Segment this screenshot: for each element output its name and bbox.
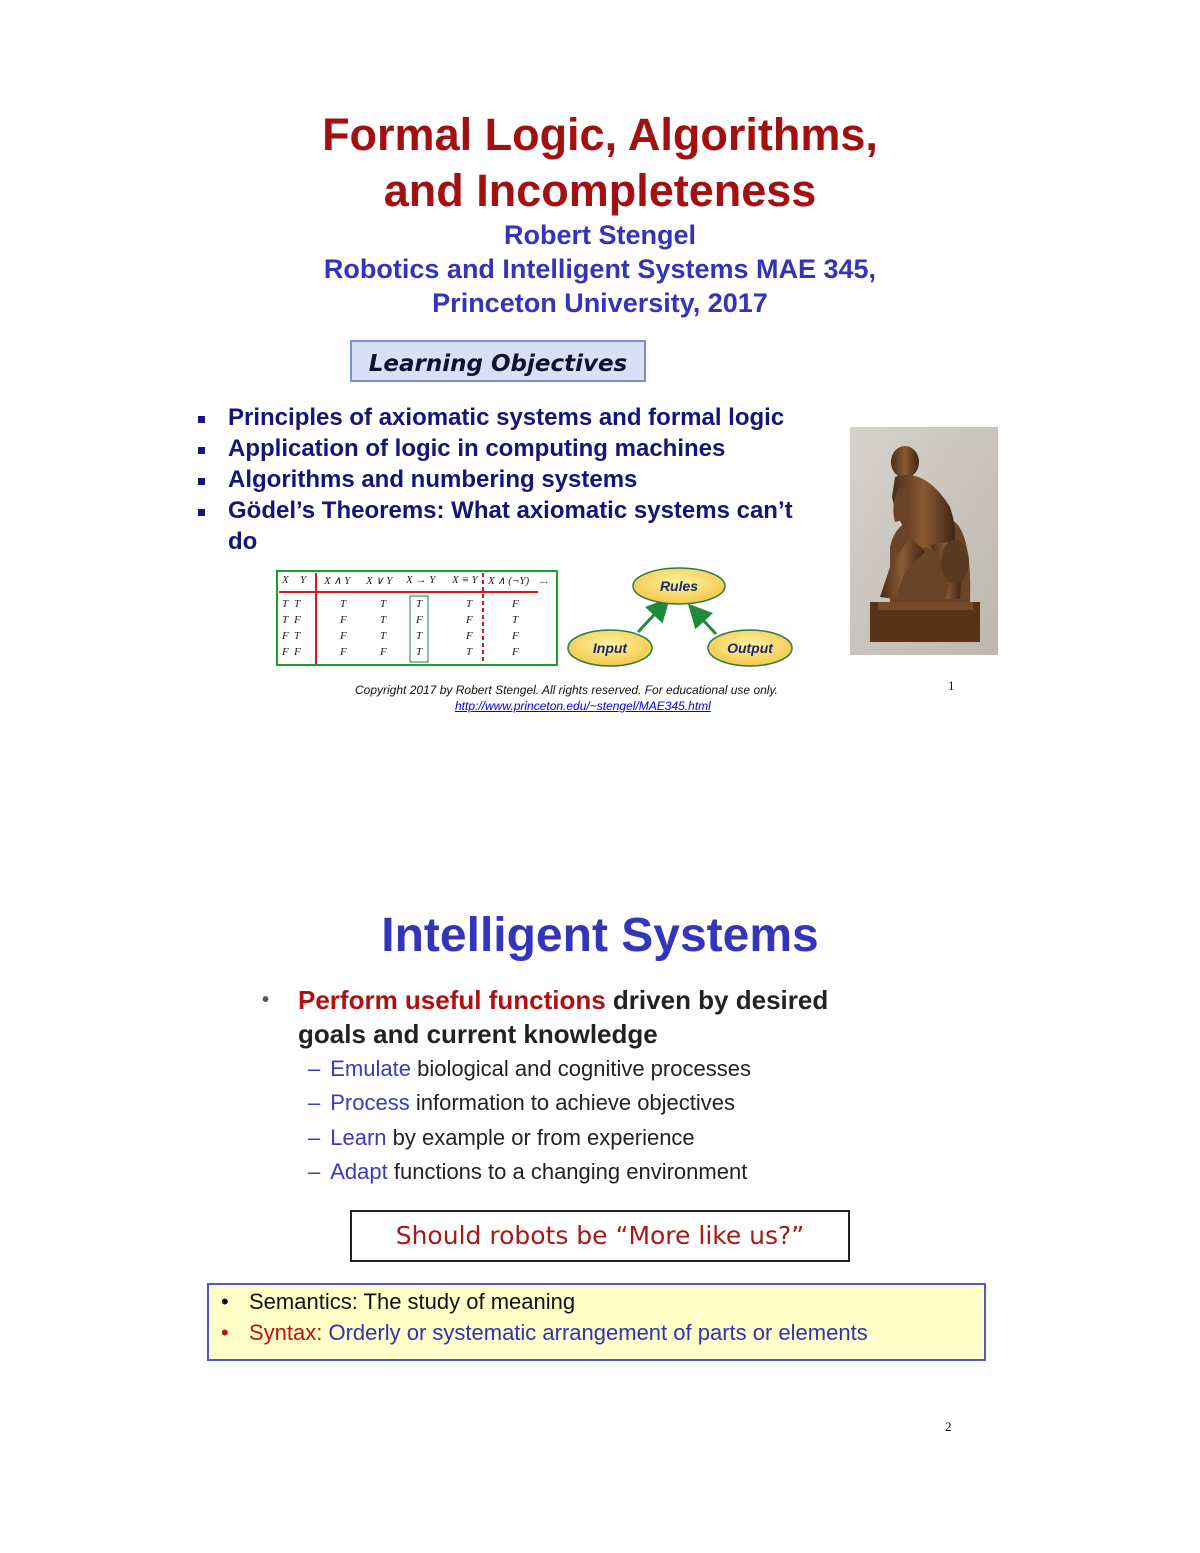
thinker-statue-image: [850, 427, 998, 655]
truth-table-cell: F: [282, 630, 289, 642]
main-bullet-rest: driven by desired: [605, 985, 829, 1015]
page-number-1: 1: [948, 678, 955, 693]
main-bullet-highlight: Perform useful functions: [298, 985, 606, 1015]
th-implies: X → Y: [406, 574, 436, 586]
diagram-output-label: Output: [727, 640, 773, 656]
th-and-not: X ∧ (¬Y): [488, 575, 530, 587]
sub-bullet: – Process information to achieve objectives: [308, 1090, 736, 1115]
square-bullet-icon: [198, 416, 205, 423]
diagram-input-label: Input: [592, 640, 628, 656]
main-bullet: [262, 983, 962, 1051]
truth-table-cell: F: [340, 614, 347, 626]
square-bullet-icon: [198, 509, 205, 516]
rules-diagram: [566, 566, 796, 670]
institution: Princeton University, 2017: [432, 288, 768, 318]
th-or: X ∨ Y: [366, 575, 393, 587]
truth-table-cell: T: [466, 646, 473, 658]
truth-table-cell: F: [380, 646, 387, 658]
sub-bullet: – Adapt functions to a changing environment: [308, 1159, 748, 1184]
truth-table-cell: F: [416, 614, 423, 626]
list-item: Algorithms and numbering systems: [196, 464, 808, 495]
sub-bullet: – Emulate biological and cognitive processes: [308, 1056, 751, 1081]
objectives-list: [196, 402, 808, 557]
truth-table-cell: T: [416, 646, 423, 658]
truth-table-cell: T: [466, 598, 473, 610]
sub-bullet: – Learn by example or from experience: [308, 1125, 695, 1150]
truth-table-cell: T: [294, 630, 301, 642]
truth-table-cell: F: [512, 630, 519, 642]
dash-icon: –: [308, 1159, 321, 1184]
bullet-dot-icon: •: [262, 989, 270, 1011]
bullet-dot-icon: •: [221, 1289, 229, 1314]
truth-table-cell: T: [380, 630, 387, 642]
robots-question-box: Should robots be “More like us?”: [350, 1210, 850, 1262]
truth-table-cell: T: [512, 614, 519, 626]
diagram-rules-label: Rules: [659, 578, 699, 594]
syntax-line: • Syntax: Orderly or systematic arrangement of parts or elements: [221, 1318, 868, 1348]
main-bullet-line2: goals and current knowledge: [298, 1019, 658, 1049]
square-bullet-icon: [198, 447, 205, 454]
truth-table-cell: F: [512, 646, 519, 658]
learning-objectives-label: Learning Objectives: [350, 340, 646, 382]
dash-icon: –: [308, 1090, 321, 1115]
truth-table-cell: T: [380, 598, 387, 610]
author-name: Robert Stengel: [503, 220, 697, 250]
th-and: X ∧ Y: [324, 575, 351, 587]
th-more: ...: [540, 574, 549, 586]
truth-table-cell: F: [466, 614, 473, 626]
truth-table-cell: F: [340, 646, 347, 658]
dash-icon: –: [308, 1056, 321, 1081]
truth-table-cell: F: [466, 630, 473, 642]
slide2-title: Intelligent Systems: [381, 909, 819, 962]
dash-icon: –: [308, 1125, 321, 1150]
truth-table-cell: F: [282, 646, 289, 658]
bullet-dot-icon: •: [221, 1320, 229, 1345]
copyright-notice: Copyright 2017 by Robert Stengel. All rights reserved. For educational use only.: [355, 683, 778, 697]
course-url-link[interactable]: http://www.princeton.edu/~stengel/MAE345.html: [455, 699, 711, 713]
th-equiv: X ≡ Y: [452, 574, 478, 586]
square-bullet-icon: [198, 478, 205, 485]
list-item: Gödel’s Theorems: What axiomatic systems can’t do: [196, 495, 808, 557]
course-name: Robotics and Intelligent Systems MAE 345,: [323, 254, 877, 284]
truth-table-cell: T: [416, 630, 423, 642]
th-y: Y: [300, 574, 307, 586]
truth-table-cell: F: [294, 614, 301, 626]
truth-table-cell: T: [282, 614, 289, 626]
slide1-title-line1: Formal Logic, Algorithms,: [322, 109, 878, 160]
truth-table-cell: F: [340, 630, 347, 642]
semantics-line: • Semantics: The study of meaning: [221, 1287, 575, 1317]
truth-table: [276, 570, 558, 666]
semantics-syntax-box: [207, 1283, 986, 1361]
truth-table-cell: T: [416, 598, 423, 610]
truth-table-cell: F: [294, 646, 301, 658]
page-number-2: 2: [945, 1419, 952, 1434]
list-item: Principles of axiomatic systems and formal logic: [196, 402, 808, 433]
truth-table-cell: T: [282, 598, 289, 610]
truth-table-cell: F: [512, 598, 519, 610]
truth-table-cell: T: [340, 598, 347, 610]
truth-table-cell: T: [294, 598, 301, 610]
th-x: X: [282, 574, 289, 586]
list-item: Application of logic in computing machines: [196, 433, 808, 464]
truth-table-cell: T: [380, 614, 387, 626]
slide1-title-line2: and Incompleteness: [383, 165, 817, 216]
